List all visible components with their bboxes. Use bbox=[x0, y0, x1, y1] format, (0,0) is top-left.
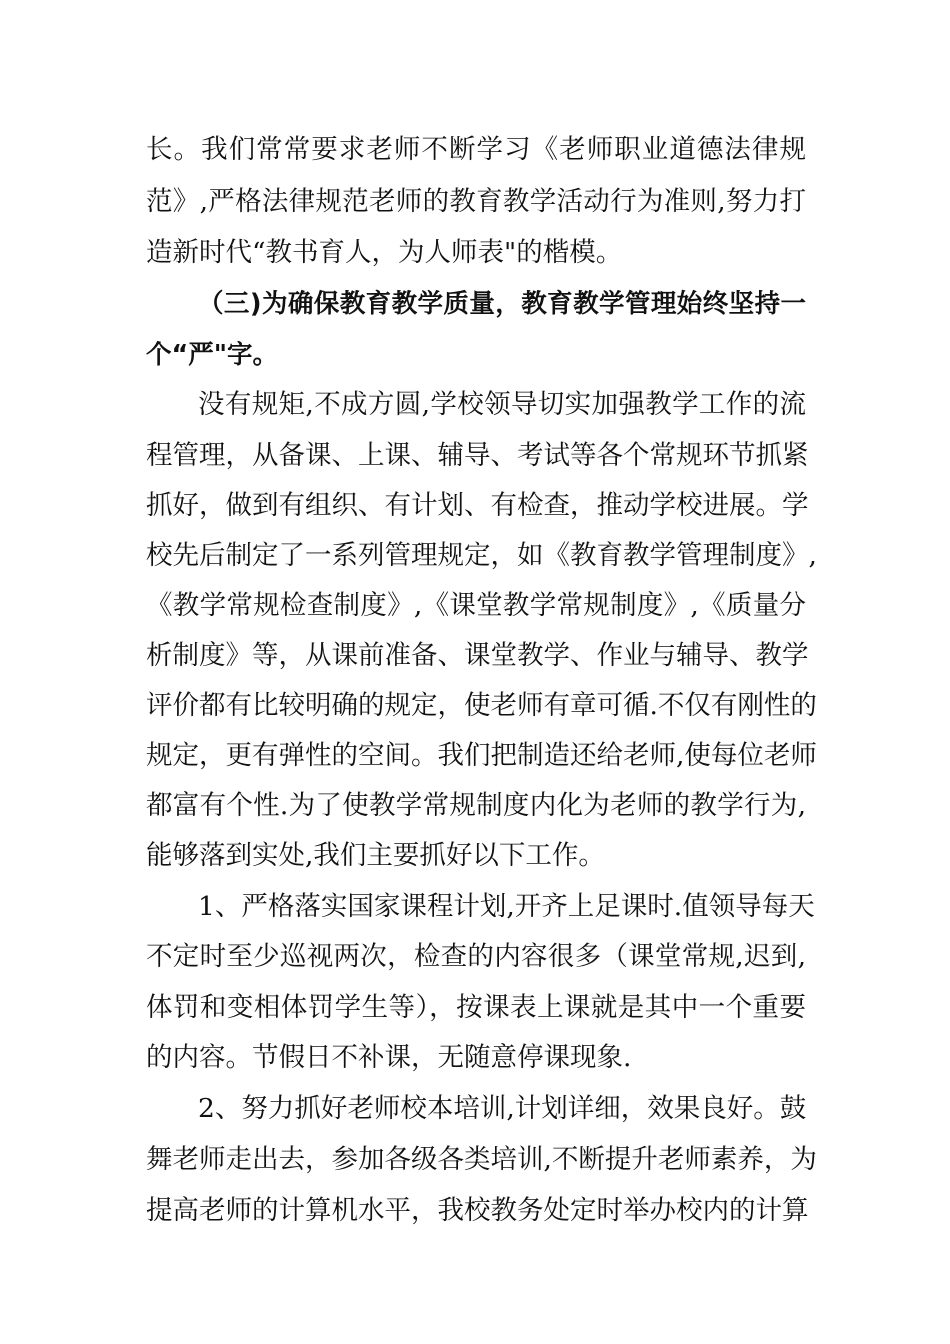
text-line: 的内容。节假日不补课，无随意停课现象. bbox=[146, 1042, 632, 1073]
text-line: 能够落到实处,我们主要抓好以下工作。 bbox=[146, 840, 605, 871]
text-line: 长。我们常常要求老师不断学习《老师职业道德法律规 bbox=[146, 134, 806, 165]
text-line: 2、努力抓好老师校本培训,计划详细，效果良好。鼓 bbox=[198, 1093, 807, 1124]
text-line: 造新时代“教书育人，为人师表"的楷模。 bbox=[146, 237, 623, 268]
text-line: 抓好，做到有组织、有计划、有检查，推动学校进展。学 bbox=[146, 490, 809, 521]
text-line: 范》,严格法律规范老师的教育教学活动行为准则,努力打 bbox=[146, 186, 806, 217]
text-line: 不定时至少巡视两次，检查的内容很多（课堂常规,迟到, bbox=[146, 941, 806, 972]
text-line: 评价都有比较明确的规定，使老师有章可循.不仅有刚性的 bbox=[146, 690, 817, 721]
section-heading: （三)为确保教育教学质量，教育教学管理始终坚持一 bbox=[198, 289, 806, 319]
text-line: 校先后制定了一系列管理规定，如《教育教学管理制度》, bbox=[146, 540, 817, 571]
text-line: 都富有个性.为了使教学常规制度内化为老师的教学行为, bbox=[146, 790, 806, 821]
text-line: 程管理，从备课、上课、辅导、考试等各个常规环节抓紧 bbox=[146, 440, 809, 471]
text-line: 提高老师的计算机水平，我校教务处定时举办校内的计算 bbox=[146, 1195, 809, 1226]
text-line: 舞老师走出去，参加各级各类培训,不断提升老师素养，为 bbox=[146, 1144, 817, 1175]
text-line: 体罚和变相体罚学生等），按课表上课就是其中一个重要 bbox=[146, 992, 806, 1023]
text-line: 规定，更有弹性的空间。我们把制造还给老师,使每位老师 bbox=[146, 740, 817, 771]
text-line: 析制度》等，从课前准备、课堂教学、作业与辅导、教学 bbox=[146, 640, 809, 671]
section-heading: 个“严"字。 bbox=[146, 340, 279, 370]
text-line: 没有规矩,不成方圆,学校领导切实加强教学工作的流 bbox=[198, 389, 806, 420]
text-line: 《教学常规检查制度》,《课堂教学常规制度》,《质量分 bbox=[146, 590, 806, 621]
text-line: 1、严格落实国家课程计划,开齐上足课时.值领导每天 bbox=[198, 891, 815, 922]
